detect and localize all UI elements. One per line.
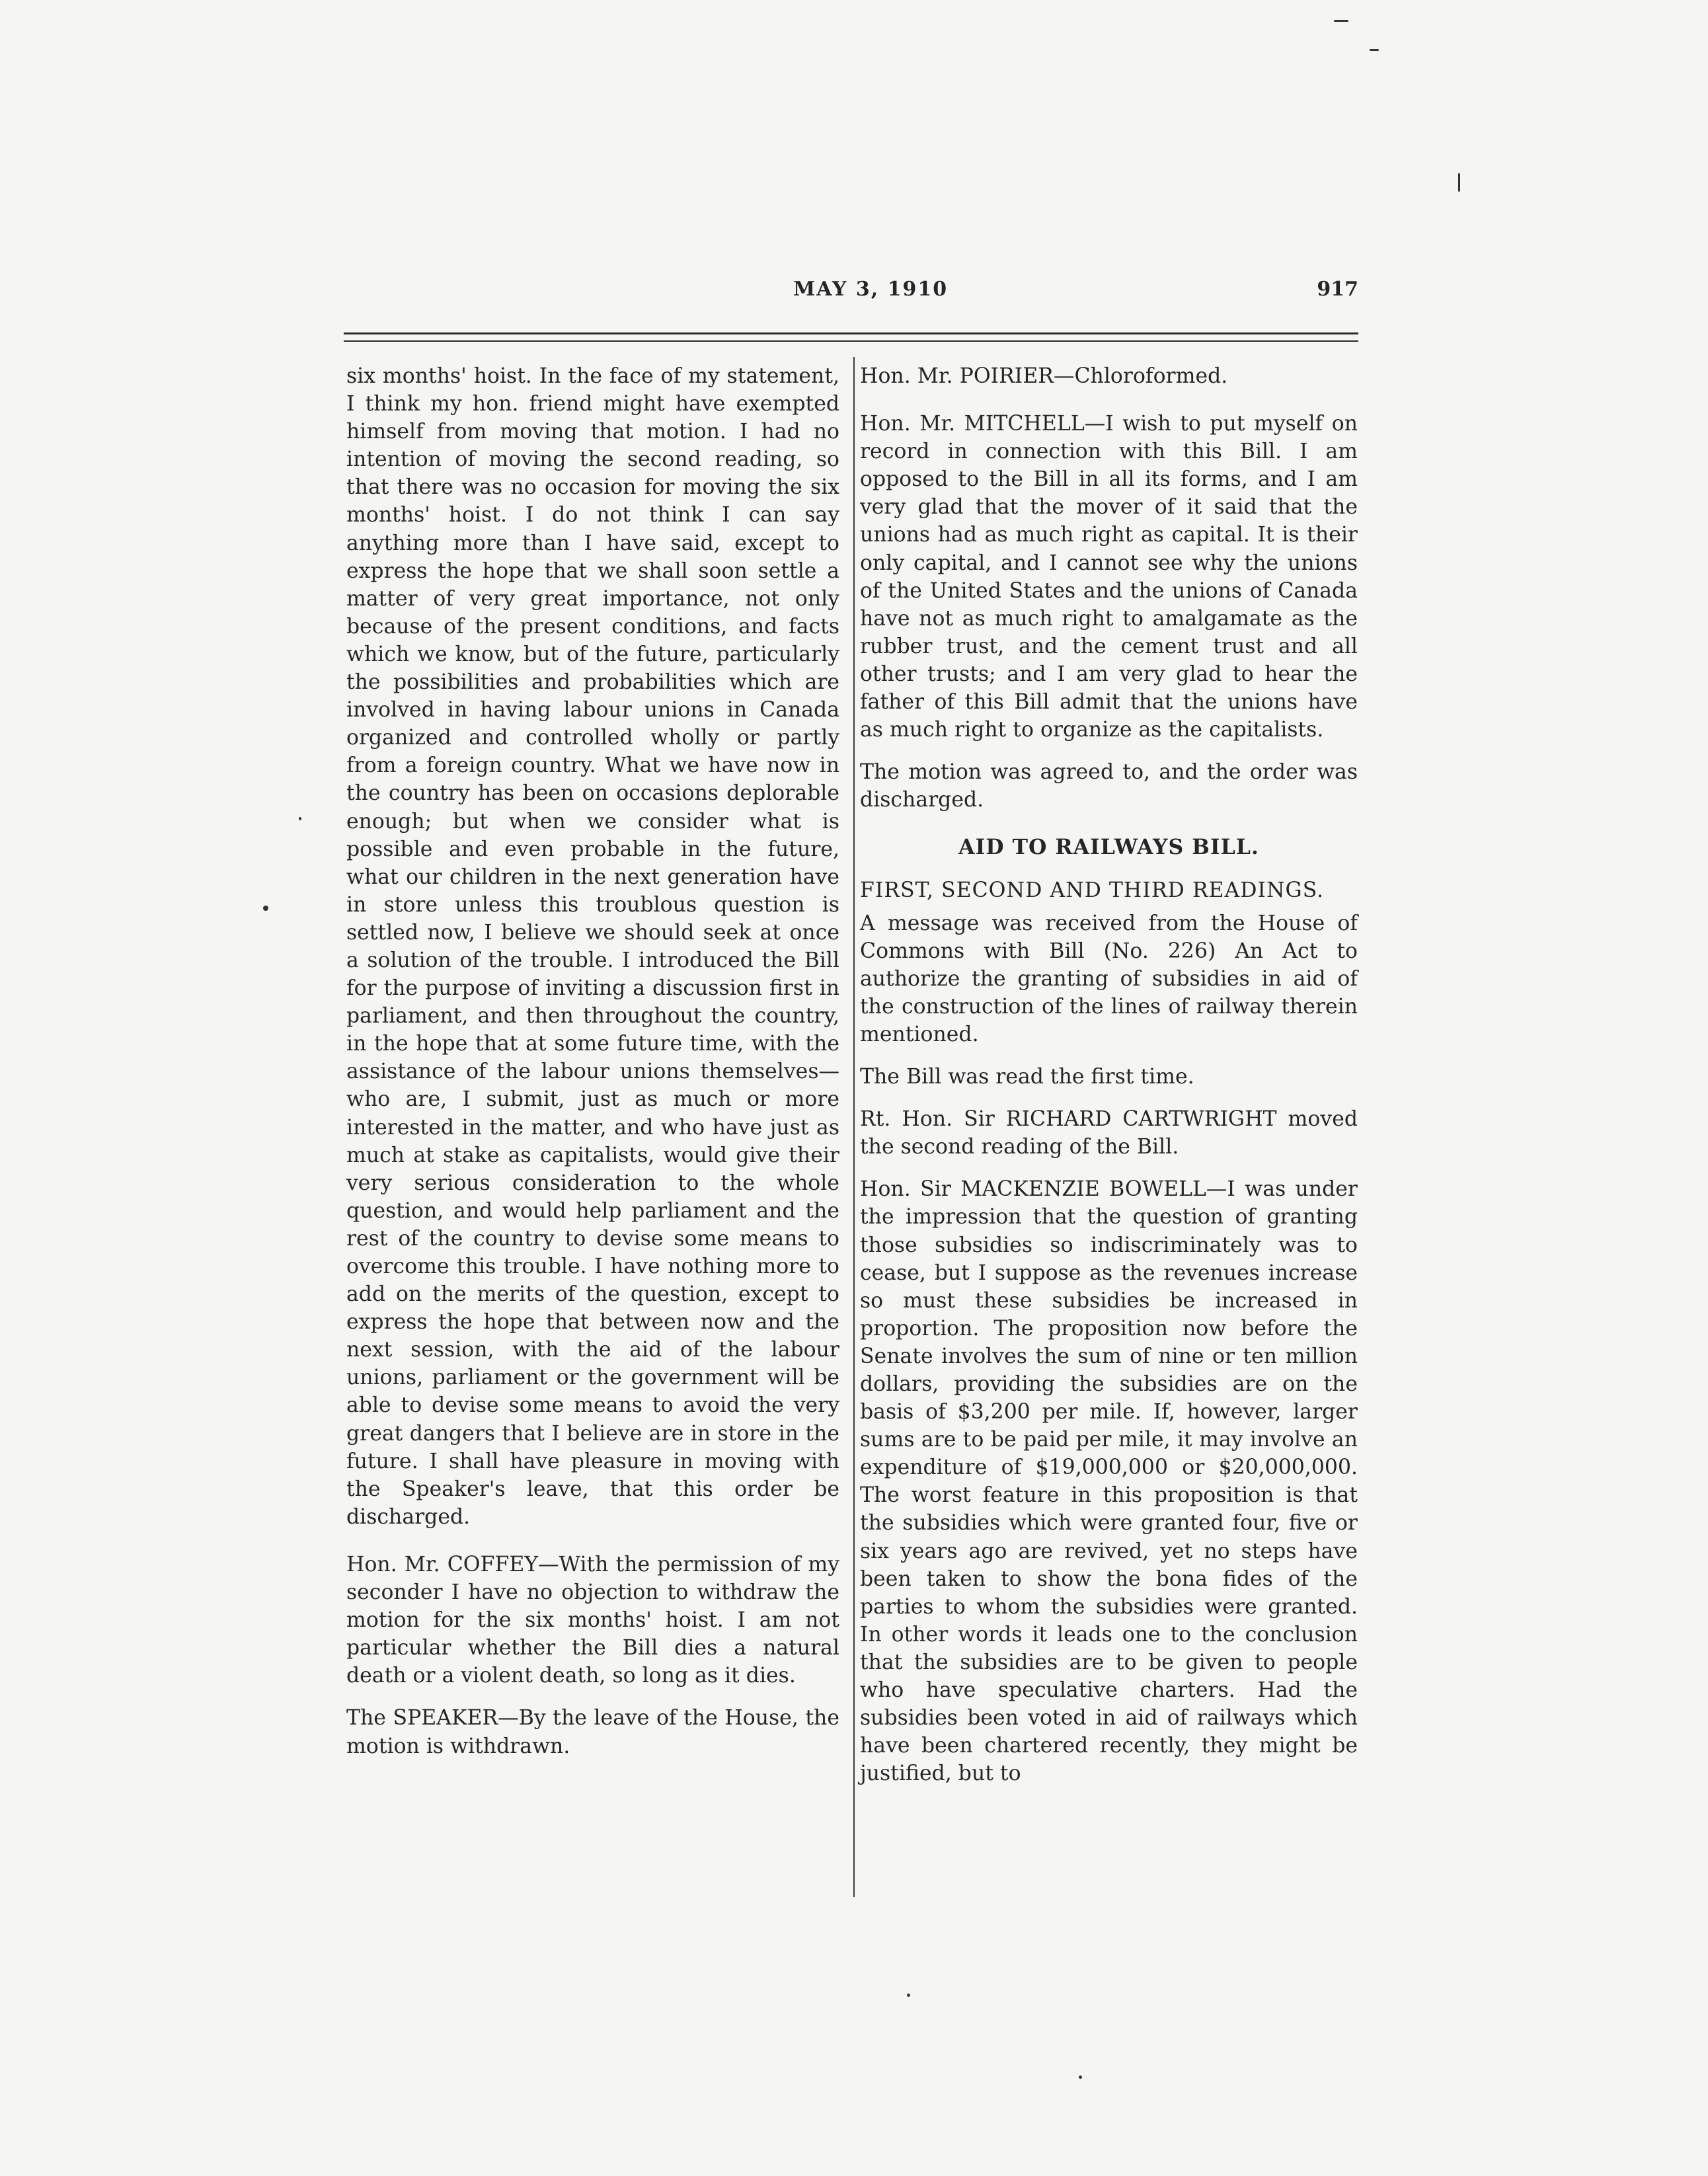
page-header xyxy=(344,278,1358,311)
right-paragraph-bowell: Hon. Sir MACKENZIE BOWELL—I was under the impression that the question of granting those subsidies so indiscriminately was to cease, but I suppose as the revenues increase so must these subsidies be increased in proportion. The proposition now before the Senate involves the sum of nine or ten million dollars, providing the subsidies are on the basis of $3,200 per mile. If, however, larger sums are to be paid per mile, it may involve an expenditure of $19,000,000 or $20,000,000. The worst feature in this proposition is that the subsidies which were granted four, five or six years ago are revived, yet no steps have been taken to show the bona fides of the parties to whom the subsidies were granted. In other words it leads one to the conclusion that the subsidies are to be given to people who have speculative charters. Had the subsidies been voted in aid of railways which have been chartered recently, they might be justified, but to xyxy=(860,1177,1358,1786)
spacer xyxy=(860,744,1358,758)
right-paragraph-discharged: The motion was agreed to, and the order was discharged. xyxy=(860,760,1358,812)
scan-speck xyxy=(907,1994,910,1997)
spacer xyxy=(860,1161,1358,1175)
spacer xyxy=(860,862,1358,876)
scan-speck xyxy=(263,906,268,911)
scan-speck xyxy=(1370,49,1379,51)
scan-speck xyxy=(1079,2076,1082,2079)
spacer xyxy=(346,1690,839,1704)
scan-speck xyxy=(299,817,301,820)
column-divider xyxy=(853,357,855,1897)
spacer xyxy=(860,1091,1358,1105)
section-heading: AID TO RAILWAYS BILL. xyxy=(958,835,1259,860)
header-rule-thin xyxy=(344,340,1358,342)
left-paragraph-coffey: Hon. Mr. COFFEY—With the permission of my seconder I have no objection to withdraw the motion for the six months' hoist. I am not particular whether the Bill dies a natural death or a violent death, so long as it dies. xyxy=(346,1552,839,1688)
spacer xyxy=(860,390,1358,410)
page-number: 917 xyxy=(1317,278,1358,301)
header-rule-thick xyxy=(344,332,1358,334)
spacer xyxy=(346,1531,839,1551)
left-column xyxy=(346,362,839,1760)
header-date: MAY 3, 1910 xyxy=(793,278,949,301)
right-column xyxy=(860,362,1358,1787)
left-paragraph-continuation: six months' hoist. In the face of my statement, I think my hon. friend might have exempted himself from moving that motion. I had no intention of moving the second reading, so that there was no occasion for moving the six months' hoist. I do not think I can say anything more than I have said, except to express the hope that we shall soon settle a matter of very great importance, not only because of the present conditions, and facts which we know, but of the future, particularly the possibilities and probabilities which are involved in having labour unions in Canada organized and controlled wholly or partly from a foreign country. What we have now in the country has been on occasions deplorable enough; but when we consider what is possible and even probable in the future, what our children in the next generation have in store unless this troublous question is settled now, I believe we should seek at once a solution of the trouble. I introduced the Bill for the purpose of inviting a discussion first in parliament, and then throughout the country, in the hope that at some future time, with the assistance of the labour unions themselves—who are, I submit, just as much or more interested in the matter, and who have just as much at stake as capitalists, would give their very serious consideration to the whole question, and would help parliament and the rest of the country to devise some means to overcome this trouble. I have nothing more to add on the merits of the question, except to express the hope that between now and the next session, with the aid of the labour unions, parliament or the government will be able to devise some means to avoid the very great dangers that I believe are in store in the future. I shall have pleasure in moving with the Speaker's leave, that this order be discharged. xyxy=(346,364,839,1529)
scan-speck xyxy=(1458,173,1460,192)
spacer xyxy=(860,904,1358,910)
right-paragraph-message: A message was received from the House of Commons with Bill (No. 226) An Act to authorize the granting of subsidies in aid of the construction of the lines of railway therein mentioned. xyxy=(860,911,1358,1046)
right-paragraph-poirier: Hon. Mr. POIRIER—Chloroformed. xyxy=(860,364,1228,388)
spacer xyxy=(860,1048,1358,1063)
right-paragraph-mitchell: Hon. Mr. MITCHELL—I wish to put myself on record in connection with this Bill. I am opposed to the Bill in all its forms, and I am very glad that the mover of it said that the unions had as much right as capital. It is their only capital, and I cannot see why the unions of the United States and the unions of Canada have not as much right to amalgamate as the rubber trust, and the cement trust and all other trusts; and I am very glad to hear the father of this Bill admit that the unions have as much right to organize as the capitalists. xyxy=(860,412,1358,742)
left-paragraph-speaker: The SPEAKER—By the leave of the House, the motion is withdrawn. xyxy=(346,1706,839,1758)
spacer xyxy=(860,814,1358,834)
scan-speck xyxy=(1334,20,1348,22)
right-paragraph-cartwright: Rt. Hon. Sir RICHARD CARTWRIGHT moved the second reading of the Bill. xyxy=(860,1107,1358,1159)
right-paragraph-first-reading: The Bill was read the first time. xyxy=(860,1065,1194,1089)
section-subheading: FIRST, SECOND AND THIRD READINGS. xyxy=(860,878,1325,902)
